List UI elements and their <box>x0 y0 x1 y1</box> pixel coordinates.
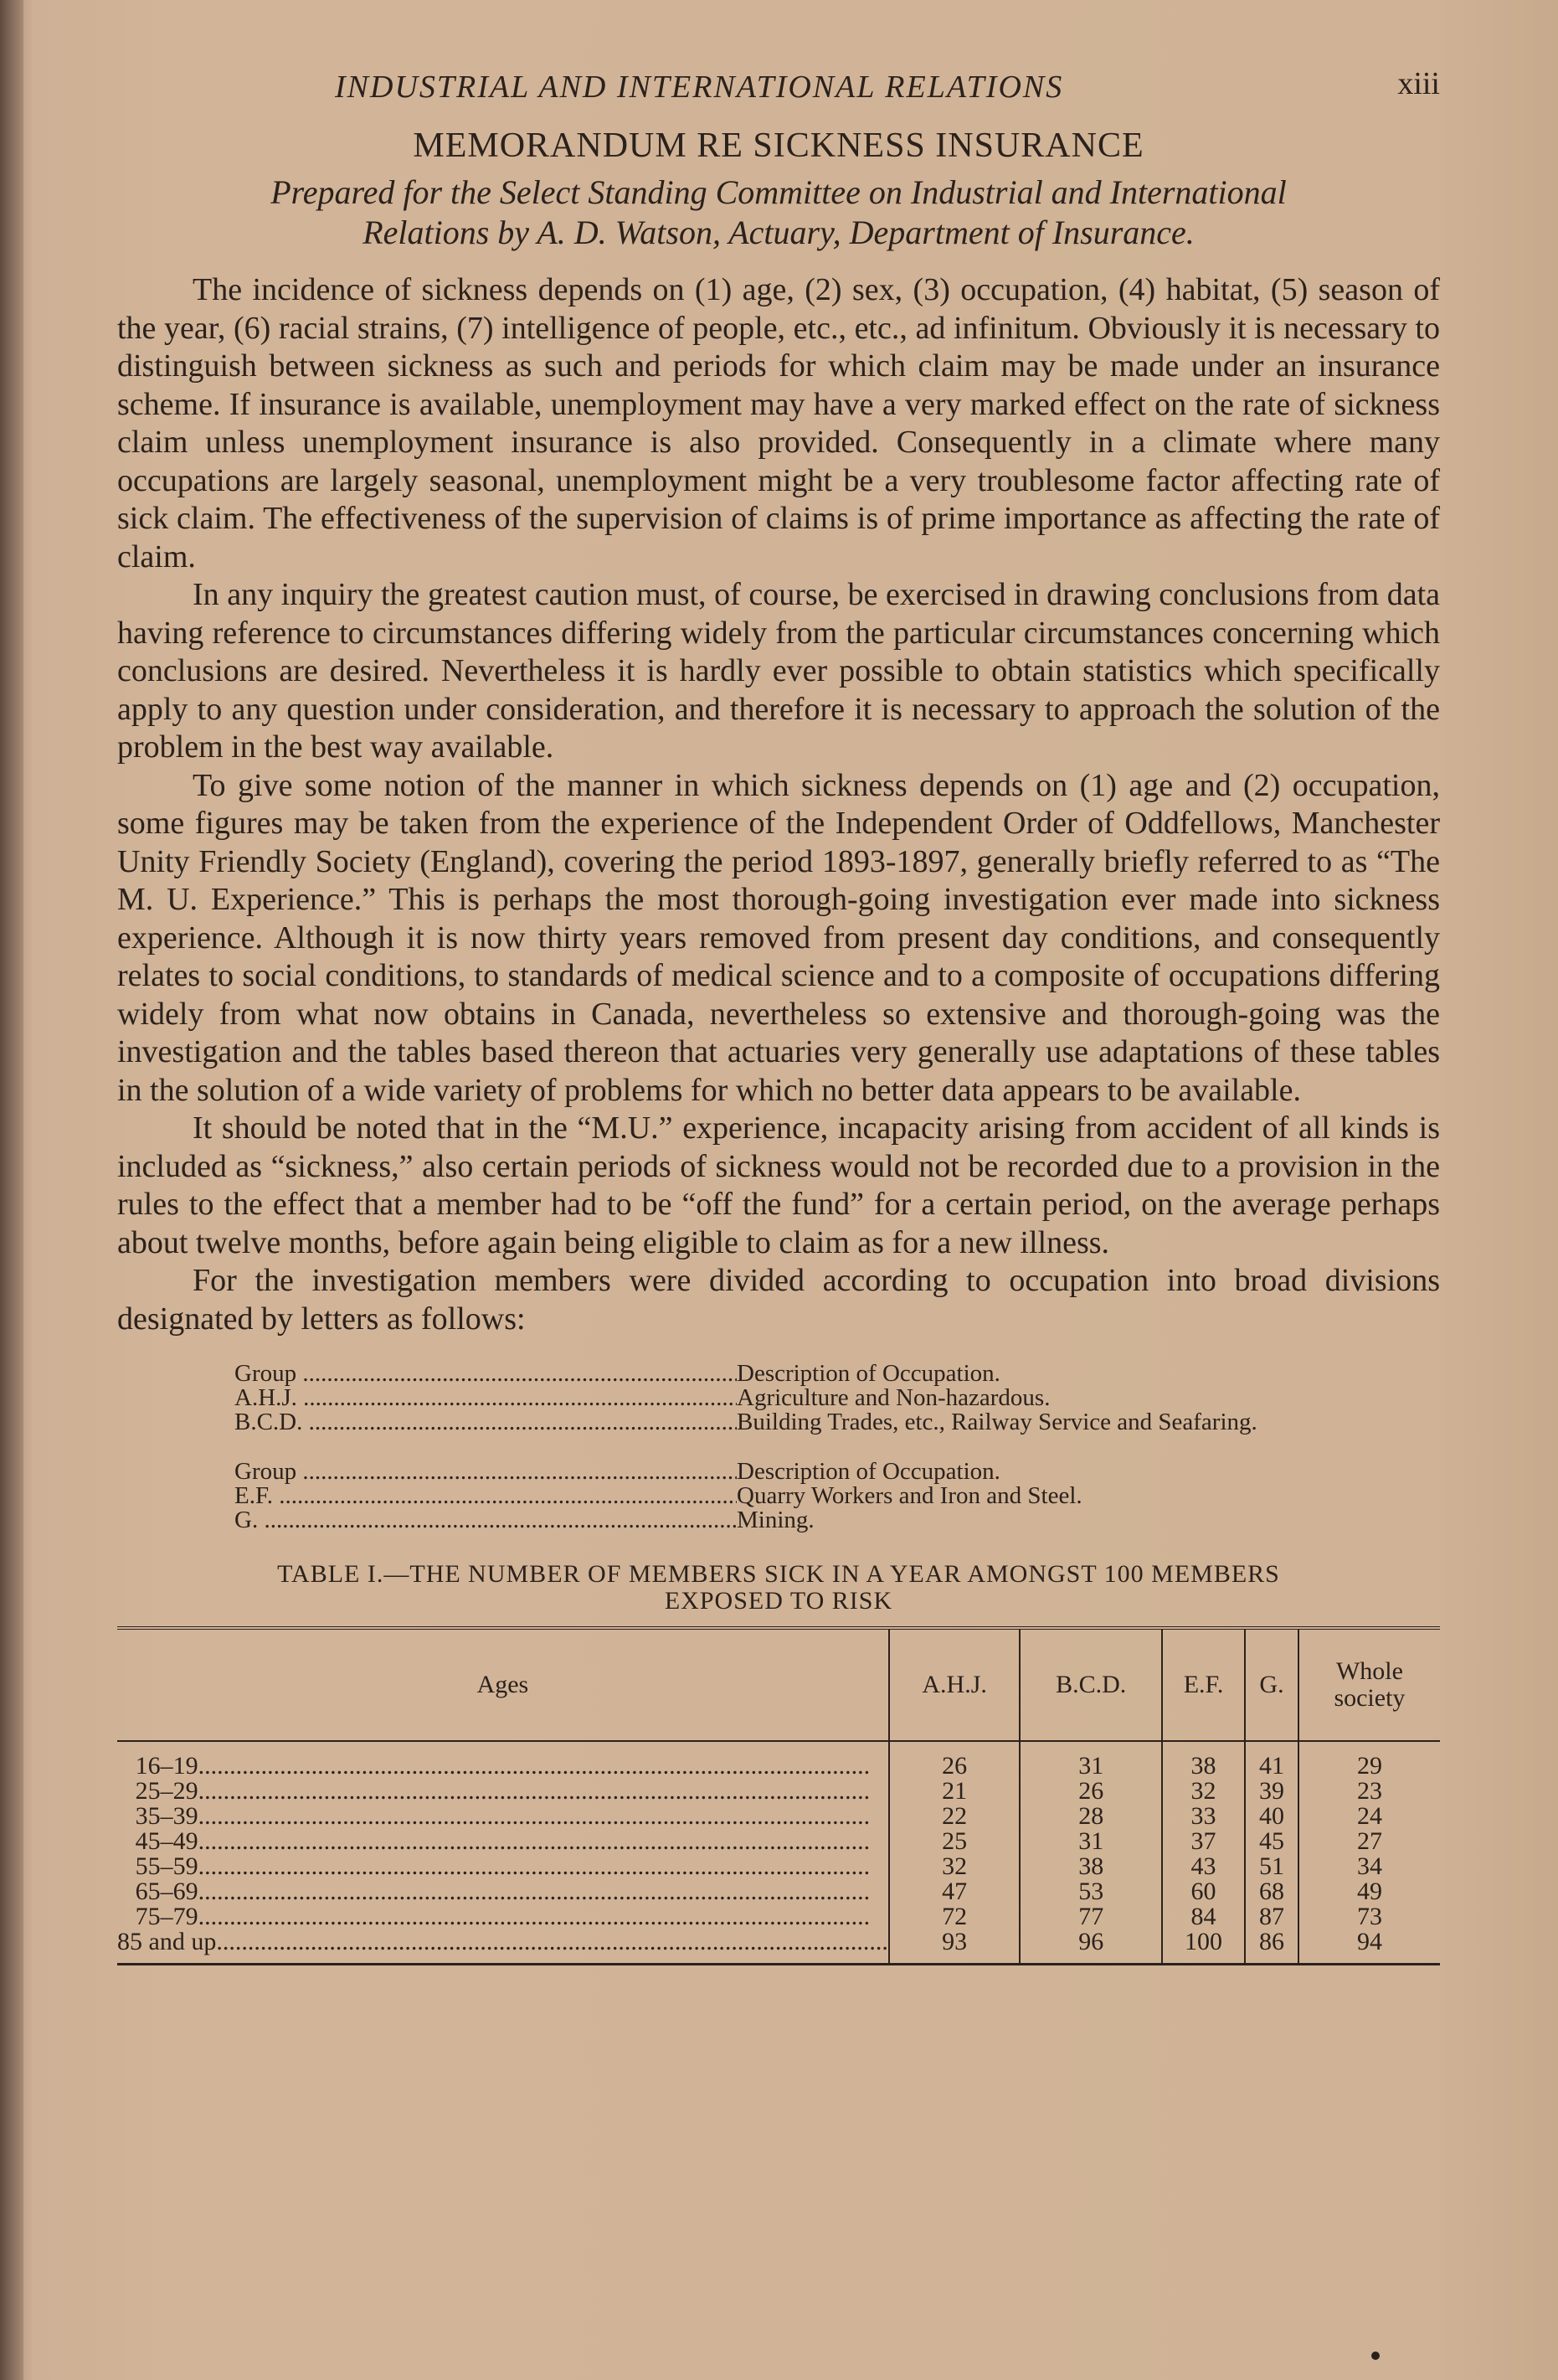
group-row <box>234 1410 1440 1435</box>
table-row <box>117 1854 1440 1879</box>
cell-ahj: 47 <box>889 1879 1021 1904</box>
cell-age <box>117 1879 889 1904</box>
age-label: 45–49 ..... <box>136 1829 871 1854</box>
cell-g: 87 <box>1245 1904 1298 1929</box>
table-caption-line-1: TABLE I.—THE NUMBER OF MEMBERS SICK IN A YEAR AMONGST 100 MEMBERS <box>277 1560 1280 1588</box>
cell-ahj: 26 <box>889 1741 1021 1779</box>
cell-g: 41 <box>1245 1741 1298 1779</box>
group-key: A.H.J. ..... <box>234 1386 737 1410</box>
header-ef: E.F. <box>1162 1628 1245 1741</box>
table-row <box>117 1829 1440 1854</box>
cell-g: 86 <box>1245 1929 1298 1965</box>
cell-ef: 32 <box>1162 1779 1245 1804</box>
cell-bcd: 26 <box>1020 1779 1161 1804</box>
cell-whole: 94 <box>1298 1929 1440 1965</box>
table-row <box>117 1804 1440 1829</box>
cell-bcd: 77 <box>1020 1904 1161 1929</box>
table-row <box>117 1929 1440 1965</box>
group-description: Description of Occupation. <box>737 1458 1000 1485</box>
cell-ef: 43 <box>1162 1854 1245 1879</box>
cell-age <box>117 1804 889 1829</box>
group-key: Group ..... <box>234 1362 737 1386</box>
cell-age <box>117 1929 889 1965</box>
cell-whole: 49 <box>1298 1879 1440 1904</box>
header-whole-society <box>1298 1628 1440 1741</box>
age-label: 35–39 ..... <box>136 1804 871 1829</box>
cell-bcd: 96 <box>1020 1929 1161 1965</box>
cell-ahj: 93 <box>889 1929 1021 1965</box>
cell-bcd: 53 <box>1020 1879 1161 1904</box>
cell-g: 45 <box>1245 1829 1298 1854</box>
cell-g: 40 <box>1245 1804 1298 1829</box>
paragraph-2: In any inquiry the greatest caution must, of course, be exercised in drawing conclusions from data having reference to circumstances differing widely from the particular circumstances concerning which conclusions are desired. Nevertheless it is hardly ever possible to obtain statistics which specifically apply to any question under consideration, and therefore it is necessary to approach the solution of the problem in the best way available. <box>117 577 1440 765</box>
cell-age <box>117 1741 889 1779</box>
running-title: INDUSTRIAL AND INTERNATIONAL RELATIONS <box>335 70 1064 105</box>
header-whole-line-1: Whole <box>1335 1657 1403 1685</box>
paragraph-5: For the investigation members were divided according to occupation into broad divisions designated by letters as follows: <box>117 1263 1440 1337</box>
cell-bcd: 28 <box>1020 1804 1161 1829</box>
cell-age <box>117 1829 889 1854</box>
cell-g: 39 <box>1245 1779 1298 1804</box>
cell-age <box>117 1854 889 1879</box>
ink-speck <box>1371 2352 1380 2360</box>
table-header-row <box>117 1628 1440 1741</box>
cell-bcd: 38 <box>1020 1854 1161 1879</box>
group-key: Group ..... <box>234 1460 737 1484</box>
cell-whole: 73 <box>1298 1904 1440 1929</box>
memo-subtitle <box>117 173 1440 253</box>
cell-g: 68 <box>1245 1879 1298 1904</box>
cell-ahj: 32 <box>889 1854 1021 1879</box>
age-label: 65–69 ..... <box>136 1879 871 1904</box>
table-row <box>117 1779 1440 1804</box>
header-g: G. <box>1245 1628 1298 1741</box>
cell-bcd: 31 <box>1020 1741 1161 1779</box>
cell-whole: 24 <box>1298 1804 1440 1829</box>
subtitle-line-1: Prepared for the Select Standing Committee on Industrial and International <box>270 173 1287 211</box>
group-key: B.C.D. ..... <box>234 1410 737 1435</box>
cell-whole: 23 <box>1298 1779 1440 1804</box>
group-row <box>234 1508 1440 1533</box>
age-label: 55–59 ..... <box>136 1854 871 1879</box>
cell-age <box>117 1779 889 1804</box>
group-key: G. ..... <box>234 1508 737 1533</box>
header-bcd: B.C.D. <box>1020 1628 1161 1741</box>
subtitle-line-2: Relations by A. D. Watson, Actuary, Department of Insurance. <box>363 214 1195 251</box>
group-description: Building Trades, etc., Railway Service and Seafaring. <box>737 1409 1257 1435</box>
cell-bcd: 31 <box>1020 1829 1161 1854</box>
page-number: xiii <box>1397 66 1440 101</box>
cell-age <box>117 1904 889 1929</box>
group-description: Description of Occupation. <box>737 1360 1000 1387</box>
group-description: Agriculture and Non-hazardous. <box>737 1384 1051 1411</box>
cell-ef: 37 <box>1162 1829 1245 1854</box>
table-row <box>117 1904 1440 1929</box>
group-key: E.F. ..... <box>234 1484 737 1508</box>
group-row <box>234 1484 1440 1508</box>
cell-ef: 60 <box>1162 1879 1245 1904</box>
table-caption <box>117 1561 1440 1615</box>
page-content <box>117 59 1440 1965</box>
group-spacer <box>234 1435 1440 1460</box>
cell-ef: 38 <box>1162 1741 1245 1779</box>
header-whole-line-2: society <box>1334 1684 1406 1712</box>
cell-whole: 27 <box>1298 1829 1440 1854</box>
table-row <box>117 1741 1440 1779</box>
cell-ef: 84 <box>1162 1904 1245 1929</box>
occupation-groups <box>234 1362 1440 1533</box>
paragraph-4: It should be noted that in the “M.U.” experience, incapacity arising from accident of all kinds is included as “sickness,” also certain periods of sickness would not be recorded due to a provision in the rules to the effect that a member had to be “off the fund” for a certain period, on the average perhaps about twelve months, before again being eligible to claim as for a new illness. <box>117 1110 1440 1260</box>
cell-ahj: 21 <box>889 1779 1021 1804</box>
paragraph-1: The incidence of sickness depends on (1) age, (2) sex, (3) occupation, (4) habitat, (5) season of the year, (6) racial strains, (7) intelligence of people, etc., etc., ad infinitum. Obviously it is necessary to distinguish between sickness as such and periods for which claim may be made under an insurance scheme. If insurance is available, unemployment may have a very marked effect on the rate of sickness claim unless unemployment insurance is also provided. Consequently in a climate where many occupations are largely seasonal, unemployment might be a very troublesome factor affecting rate of sick claim. The effectiveness of the supervision of claims is of prime importance as affecting the rate of claim. <box>117 272 1440 574</box>
cell-ef: 33 <box>1162 1804 1245 1829</box>
cell-ahj: 25 <box>889 1829 1021 1854</box>
table-row <box>117 1879 1440 1904</box>
cell-g: 51 <box>1245 1854 1298 1879</box>
cell-ahj: 72 <box>889 1904 1021 1929</box>
memo-title: MEMORANDUM RE SICKNESS INSURANCE <box>413 126 1144 165</box>
age-label: 75–79 ..... <box>136 1904 871 1929</box>
group-description: Mining. <box>737 1507 815 1533</box>
age-label: 85 and up ..... <box>117 1929 888 1955</box>
cell-whole: 29 <box>1298 1741 1440 1779</box>
group-header-row <box>234 1460 1440 1484</box>
book-binding-shadow <box>0 0 23 2380</box>
running-head <box>117 59 1440 117</box>
cell-ef: 100 <box>1162 1929 1245 1965</box>
group-header-row <box>234 1362 1440 1386</box>
header-ages: Ages <box>117 1628 889 1741</box>
group-row <box>234 1386 1440 1410</box>
header-ahj: A.H.J. <box>889 1628 1021 1741</box>
group-description: Quarry Workers and Iron and Steel. <box>737 1482 1082 1509</box>
table-caption-line-2: EXPOSED TO RISK <box>664 1587 893 1615</box>
age-label: 25–29 ..... <box>136 1779 871 1804</box>
age-label: 16–19 ..... <box>136 1752 871 1779</box>
cell-whole: 34 <box>1298 1854 1440 1879</box>
sickness-table <box>117 1626 1440 1965</box>
paragraph-3: To give some notion of the manner in which sickness depends on (1) age and (2) occupation, some figures may be taken from the experience of the Independent Order of Oddfellows, Manchester Unity Friendly Society (England), covering the period 1893-1897, generally briefly referred to as “The M. U. Experience.” This is perhaps the most thorough-going investigation ever made into sickness experience. Although it is now thirty years removed from present day conditions, and consequently relates to social conditions, to standards of medical science and to a composite of occupations differing widely from what now obtains in Canada, nevertheless so extensive and thorough-going was the investigation and the tables based thereon that actuaries very generally use adaptations of these tables in the solution of a wide variety of problems for which no better data appears to be available. <box>117 767 1440 1108</box>
cell-ahj: 22 <box>889 1804 1021 1829</box>
